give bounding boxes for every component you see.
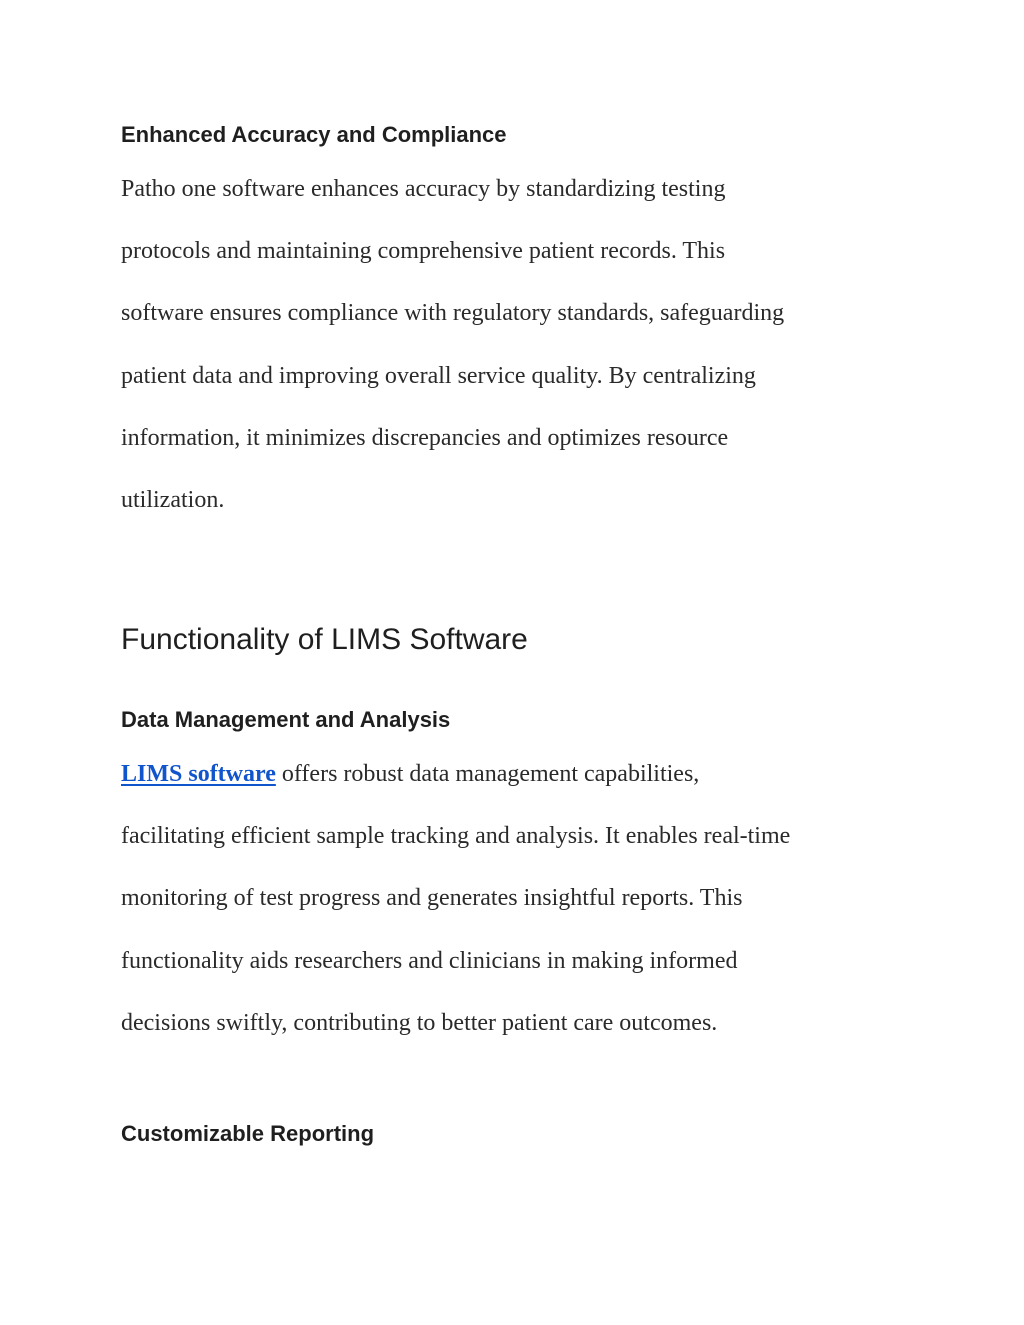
heading-enhanced-accuracy: Enhanced Accuracy and Compliance (121, 122, 507, 147)
paragraph-line: decisions swiftly, contributing to better patient care outcomes. (121, 1009, 718, 1036)
paragraph-line: functionality aids researchers and clinicians in making informed (121, 947, 738, 974)
heading-data-management: Data Management and Analysis (121, 707, 451, 732)
paragraph-line (121, 760, 911, 822)
lims-software-link[interactable]: LIMS software (121, 761, 276, 787)
paragraph-line: software ensures compliance with regulatory standards, safeguarding (121, 300, 785, 327)
heading-functionality-lims: Functionality of LIMS Software (121, 623, 528, 656)
paragraph-line: facilitating efficient sample tracking and analysis. It enables real-time (121, 823, 791, 850)
paragraph-data-management (121, 760, 911, 1071)
paragraph-line-rest: offers robust data management capabilities, (275, 761, 700, 787)
paragraph-line: utilization. (121, 486, 225, 513)
paragraph-line: patient data and improving overall service quality. By centralizing (121, 362, 756, 389)
paragraph-line: Patho one software enhances accuracy by standardizing testing (121, 176, 726, 202)
paragraph-enhanced-accuracy (121, 175, 911, 548)
heading-customizable-reporting: Customizable Reporting (121, 1121, 375, 1146)
paragraph-line: protocols and maintaining comprehensive patient records. This (121, 238, 726, 265)
paragraph-line: information, it minimizes discrepancies and optimizes resource (121, 424, 729, 451)
paragraph-line: monitoring of test progress and generates insightful reports. This (121, 885, 743, 912)
